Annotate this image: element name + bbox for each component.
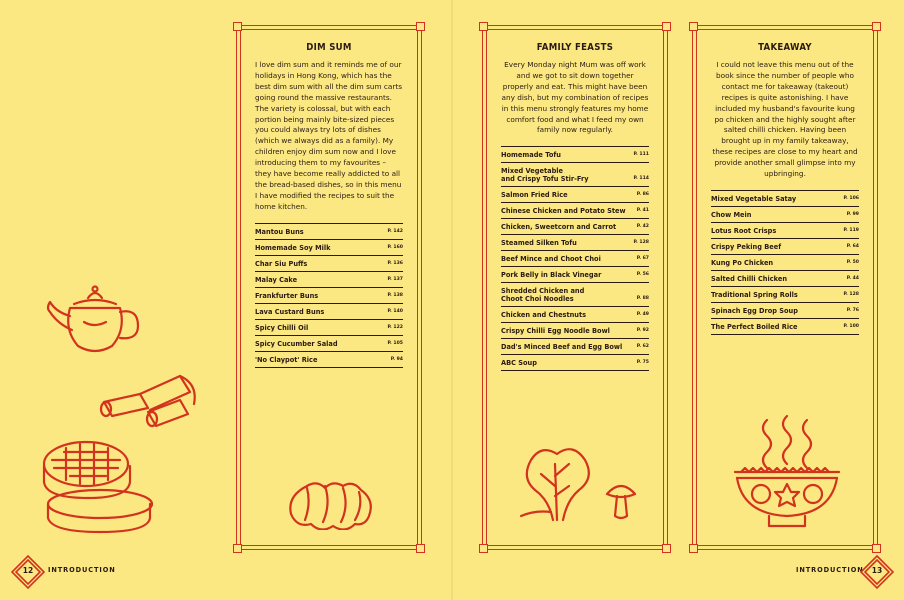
page-number-left: 12 (22, 566, 34, 575)
recipe-row (255, 336, 403, 352)
menu-title: DIM SUM (306, 42, 352, 53)
recipe-row (711, 239, 859, 255)
recipe-row (255, 352, 403, 368)
recipe-name: 'No Claypot' Rice (255, 355, 318, 364)
recipe-name: Kung Po Chicken (711, 258, 774, 267)
takeaway-menu-panel (692, 25, 878, 550)
recipe-name: Pork Belly in Black Vinegar (501, 271, 602, 280)
recipe-name: Chow Mein (711, 210, 752, 219)
recipe-page-ref: P. 50 (846, 259, 859, 265)
recipe-name: Homemade Tofu (501, 151, 561, 160)
recipe-row (255, 320, 403, 336)
recipe-page-ref: P. 128 (633, 240, 649, 246)
recipe-row (255, 256, 403, 272)
menu-title: FAMILY FEASTS (536, 42, 614, 53)
recipe-page-ref: P. 76 (846, 307, 859, 313)
recipe-page-ref: P. 111 (633, 152, 649, 158)
running-footer-left: INTRODUCTION (48, 566, 116, 574)
menu-intro: I love dim sum and it reminds me of our holidays in Hong Kong, which has the best dim sum with all the dim sum carts going round the massive restaurants. The variety is colossal, but with each portion being mainly bite-sized pieces you could always try lots of dishes (which we always did as a family). My children enjoy dim sum now and I love introducing them to my favourites – they have become really addicted to all the bread-based dishes, so in this menu I have modified the recipes to suit the home kitchen. (255, 60, 403, 211)
corner-ornament (662, 544, 671, 553)
running-footer-right: INTRODUCTION (796, 566, 864, 574)
recipe-page-ref: P. 67 (636, 256, 649, 262)
recipe-page-ref: P. 86 (636, 192, 649, 198)
recipe-list (255, 223, 403, 368)
recipe-page-ref: P. 62 (636, 344, 649, 350)
recipe-list (501, 146, 649, 371)
recipe-name: Malay Cake (255, 275, 298, 284)
recipe-row (501, 147, 649, 163)
bok-choy-icon (517, 446, 597, 524)
recipe-page-ref: P. 105 (387, 340, 403, 346)
page-gutter (451, 0, 453, 600)
spring-rolls-icon (96, 372, 206, 434)
recipe-page-ref: P. 75 (636, 360, 649, 366)
recipe-name: Salted Chilli Chicken (711, 274, 788, 283)
corner-ornament (233, 22, 242, 31)
recipe-name: Spicy Cucumber Salad (255, 339, 338, 348)
corner-ornament (416, 22, 425, 31)
corner-ornament (689, 22, 698, 31)
menu-intro: I could not leave this menu out of the book since the number of people who contact me for takeaway (takeout) recipes is quite astonishing. I have included my husband's favourite kung po chicken and the highly sought after salted chilli chicken. Having been brought up in my family takeaway, these recipes are close to my heart and provide another small glimpse into my upbringing. (712, 60, 858, 179)
recipe-page-ref: P. 56 (636, 272, 649, 278)
recipe-row (501, 355, 649, 371)
recipe-row (501, 307, 649, 323)
corner-ornament (479, 544, 488, 553)
recipe-name: Spicy Chilli Oil (255, 323, 309, 332)
recipe-name: Traditional Spring Rolls (711, 290, 798, 299)
recipe-row (255, 224, 403, 240)
recipe-row (711, 255, 859, 271)
recipe-row (501, 283, 649, 307)
recipe-row (711, 271, 859, 287)
recipe-page-ref: P. 119 (843, 227, 859, 233)
recipe-row (501, 235, 649, 251)
recipe-name: Frankfurter Buns (255, 291, 319, 300)
recipe-row (711, 303, 859, 319)
recipe-name: Chicken, Sweetcorn and Carrot (501, 223, 617, 232)
recipe-page-ref: P. 49 (636, 312, 649, 318)
mushroom-icon (603, 478, 639, 520)
recipe-page-ref: P. 128 (843, 291, 859, 297)
recipe-name: Crispy Peking Beef (711, 242, 782, 251)
recipe-row (711, 319, 859, 335)
recipe-page-ref: P. 64 (846, 243, 859, 249)
recipe-name: Crispy Chilli Egg Noodle Bowl (501, 327, 610, 336)
recipe-page-ref: P. 42 (636, 224, 649, 230)
recipe-row (501, 219, 649, 235)
recipe-row (501, 267, 649, 283)
recipe-row (501, 203, 649, 219)
bamboo-steamer-icon (40, 434, 160, 534)
menu-intro: Every Monday night Mum was off work and we got to sit down together properly and eat. This might have been any dish, but my combination of recipes in this menu strongly features my home comfort food and what I feed my own family now regularly. (501, 60, 649, 135)
recipe-row (501, 251, 649, 267)
recipe-name: Lava Custard Buns (255, 307, 325, 316)
recipe-page-ref: P. 94 (390, 356, 403, 362)
recipe-row (711, 287, 859, 303)
recipe-page-ref: P. 160 (387, 244, 403, 250)
corner-ornament (872, 22, 881, 31)
corner-ornament (662, 22, 671, 31)
recipe-page-ref: P. 44 (846, 275, 859, 281)
recipe-row (711, 223, 859, 239)
recipe-name: The Perfect Boiled Rice (711, 322, 798, 331)
recipe-row (255, 272, 403, 288)
recipe-row (255, 240, 403, 256)
steaming-bowl-icon (729, 414, 845, 530)
recipe-row (711, 207, 859, 223)
dim-sum-menu-panel (236, 25, 422, 550)
recipe-name: ABC Soup (501, 359, 537, 368)
recipe-row (501, 187, 649, 203)
recipe-name: Chinese Chicken and Potato Stew (501, 207, 626, 216)
recipe-name: Salmon Fried Rice (501, 191, 568, 200)
recipe-page-ref: P. 114 (633, 176, 649, 182)
recipe-row (501, 323, 649, 339)
recipe-page-ref: P. 122 (387, 324, 403, 330)
recipe-page-ref: P. 99 (846, 211, 859, 217)
recipe-page-ref: P. 106 (843, 195, 859, 201)
family-feasts-menu-panel (482, 25, 668, 550)
recipe-row (255, 304, 403, 320)
recipe-page-ref: P. 100 (843, 323, 859, 329)
recipe-name: Chicken and Chestnuts (501, 311, 587, 320)
recipe-page-ref: P. 41 (636, 208, 649, 214)
recipe-name: Beef Mince and Choot Choi (501, 255, 601, 264)
recipe-page-ref: P. 136 (387, 260, 403, 266)
corner-ornament (479, 22, 488, 31)
recipe-row (255, 288, 403, 304)
page-number-right: 13 (871, 566, 883, 575)
recipe-name: Spinach Egg Drop Soup (711, 306, 798, 315)
recipe-page-ref: P. 142 (387, 228, 403, 234)
corner-ornament (689, 544, 698, 553)
corner-ornament (233, 544, 242, 553)
recipe-page-ref: P. 140 (387, 308, 403, 314)
recipe-name: Steamed Silken Tofu (501, 239, 577, 248)
recipe-name: Char Siu Puffs (255, 259, 308, 268)
recipe-page-ref: P. 92 (636, 328, 649, 334)
recipe-name: Mixed Vegetable and Crispy Tofu Stir-Fry (501, 167, 589, 184)
recipe-name: Dad's Minced Beef and Egg Bowl (501, 343, 623, 352)
recipe-name: Mantou Buns (255, 227, 304, 236)
recipe-name: Mixed Vegetable Satay (711, 194, 797, 203)
menu-title: TAKEAWAY (758, 42, 812, 53)
corner-ornament (416, 544, 425, 553)
recipe-page-ref: P. 88 (636, 296, 649, 302)
recipe-row (501, 339, 649, 355)
teapot-icon (40, 284, 152, 356)
recipe-name: Shredded Chicken and Choot Choi Noodles (501, 287, 585, 304)
recipe-page-ref: P. 138 (387, 292, 403, 298)
recipe-name: Lotus Root Crisps (711, 226, 777, 235)
bread-bun-icon (285, 474, 377, 530)
corner-ornament (872, 544, 881, 553)
recipe-page-ref: P. 137 (387, 276, 403, 282)
recipe-row (711, 191, 859, 207)
recipe-row (501, 163, 649, 187)
recipe-list (711, 190, 859, 335)
recipe-name: Homemade Soy Milk (255, 243, 331, 252)
